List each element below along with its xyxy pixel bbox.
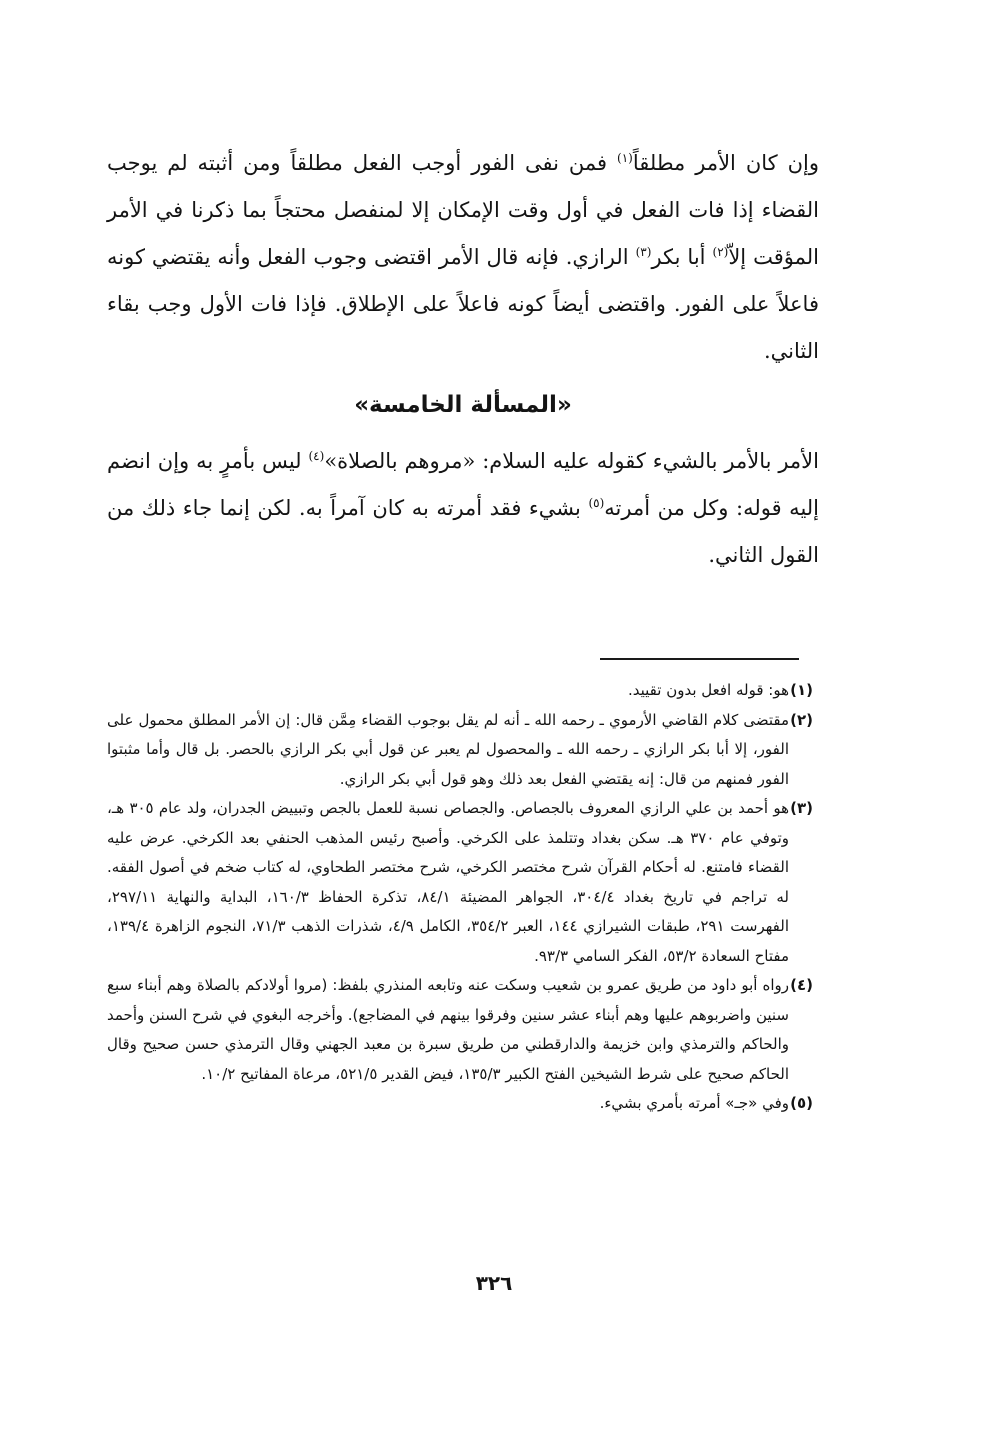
footnote-divider — [600, 658, 799, 660]
paragraph-2-part-a: الأمر بالأمر بالشيء كقوله عليه السلام: «مروهم بالصلاة» — [324, 449, 819, 473]
footnote-text: هو: قوله افعل بدون تقييد. — [627, 681, 789, 699]
footnote-text: وفي «جـ» أمرته بأمري بشيء. — [599, 1094, 789, 1112]
section-title: «المسألة الخامسة» — [354, 392, 572, 418]
paragraph-1-part-a: وإن كان الأمر مطلقاً — [632, 151, 819, 175]
main-paragraph — [107, 140, 819, 375]
footnote-1 — [107, 676, 813, 706]
footnotes — [107, 676, 813, 1119]
footnote-number: (٥) — [790, 1094, 813, 1112]
footnote-ref-5[interactable]: (٥) — [588, 496, 605, 510]
footnote-number: (٢) — [790, 710, 813, 729]
paragraph-1-part-d: الرازي. فإنه قال الأمر اقتضى وجوب الفعل وأنه يقتضي كونه فاعلاً على الفور. واقتضى أيضاً كونه فاعلاً على الإطلاق. فإذا فات الأول وجب بقاء الثاني. — [107, 245, 819, 363]
paragraph-1 — [107, 140, 819, 375]
footnote-4 — [107, 971, 813, 1089]
paragraph-2-part-c: بشيء فقد أمرته به كان آمراً به. لكن إنما جاء ذلك من القول الثاني. — [107, 496, 819, 567]
footnote-text: مقتضى كلام القاضي الأرموي ـ رحمه الله ـ أنه لم يقل بوجوب القضاء مِمَّن قال: إن الأمر المطلق محمول على الفور، إلا أبا بكر الرازي ـ رحمه الله ـ والمحصول لم يعبر عن قول أبي بكر الرازي بالحصر. بل قال وأما مثبتوا الفور فمنهم من قال: إنه يقتضي الفعل بعد ذلك وهو قول أبي بكر الرازي. — [107, 710, 789, 788]
footnote-2 — [107, 706, 813, 795]
footnote-text: هو أحمد بن علي الرازي المعروف بالجصاص. والجصاص نسبة للعمل بالجص وتبييض الجدران، ولد عام ٣٠٥ هـ، وتوفي عام ٣٧٠ هـ. سكن بغداد وتتلمذ على الكرخي. وأصبح رئيس المذهب الحنفي بعد الكرخي. عرض عليه القضاء فامتنع. له أحكام القرآن شرح مختصر الكرخي، شرح مختصر الطحاوي، له كتاب ضخم في أصول الفقه. له تراجم في تاريخ بغداد ٣٠٤/٤، الجواهر المضيئة ٨٤/١، تذكرة الحفاظ ١٦٠/٣، البداية والنهاية ٢٩٧/١١، الفهرست ٢٩١، طبقات الشيرازي ١٤٤، العبر ٣٥٤/٢، الكامل ٤/٩، شذرات الذهب ٧١/٣، النجوم الزاهرة ١٣٩/٤، مفتاح السعادة ٥٣/٢، الفكر السامي ٩٣/٣. — [107, 799, 790, 965]
footnote-ref-3[interactable]: (٣) — [635, 245, 652, 259]
footnote-number: (٤) — [790, 976, 813, 994]
footnote-text: رواه أبو داود من طريق عمرو بن شعيب وسكت عنه وتابعه المنذري بلفظ: (مروا أولادكم بالصلاة وهم أبناء سبع سنين واضربوهم عليها وهم أبناء عشر سنين وفرقوا بينهم في المضاجع). وأخرجه البغوي في شرح السنن وأحمد والحاكم والترمذي وابن خزيمة والدارقطني من طريق سبرة بن معبد الجهني وقال الترمذي حسن صحيح وقال الحاكم صحيح على شرط الشيخين الفتح الكبير ١٣٥/٣، فيض القدير ٥٢١/٥، مرعاة المفاتيح ١٠/٢. — [107, 976, 789, 1083]
footnote-5 — [107, 1089, 813, 1119]
paragraph-1-part-b: فمن نفى الفور أوجب الفعل مطلقاً ومن أثبته لم يوجب القضاء إذا فات الفعل في أول وقت الإمكان إلا لمنفصل محتجاً بما ذكرنا في الأمر المؤقت إلاّ — [107, 151, 819, 269]
footnote-ref-4[interactable]: (٤) — [308, 449, 325, 463]
footnote-number: (٣) — [790, 799, 813, 817]
paragraph-2 — [107, 438, 819, 579]
footnote-ref-1[interactable]: (١) — [617, 151, 633, 165]
section-paragraph — [107, 438, 819, 579]
footnote-3 — [107, 794, 813, 971]
page-number: ٣٢٦ — [475, 1271, 513, 1295]
paragraph-2-part-b: ليس بأمرٍ به وإن انضم إليه قوله: وكل من أمرته — [107, 449, 820, 520]
footnote-ref-2[interactable]: (٢) — [712, 245, 729, 259]
paragraph-1-part-c: أبا بكر — [651, 245, 713, 269]
footnote-number: (١) — [790, 681, 813, 699]
